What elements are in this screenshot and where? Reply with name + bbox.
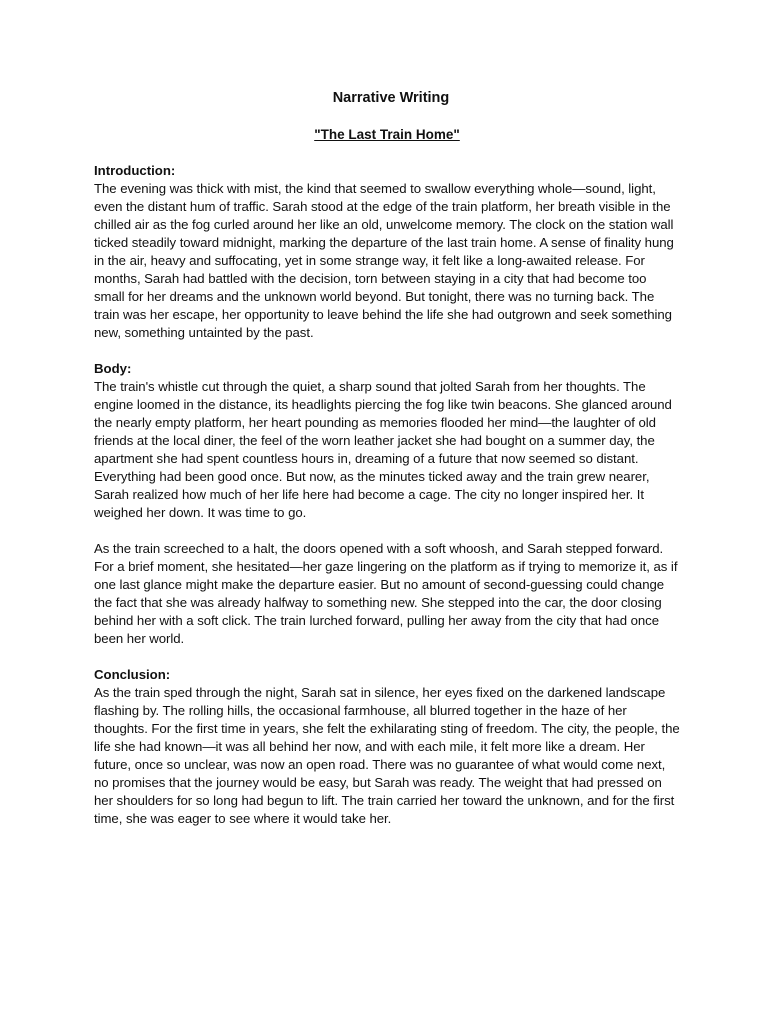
- introduction-section: [94, 162, 680, 342]
- conclusion-paragraph: As the train sped through the night, Sarah sat in silence, her eyes fixed on the darkened landscape flashing by. The rolling hills, the occasional farmhouse, all blurred together in the haze of her thoughts. For the first time in years, she felt the exhilarating sting of freedom. The city, the people, the life she had known—it was all behind her now, and with each mile, it felt more like a dream. Her future, once so unclear, was now an open road. There was no guarantee of what would come next, no promises that the journey would be easy, but Sarah was ready. The weight that had pressed on her shoulders for so long had begun to lift. The train carried her toward the unknown, and for the first time, she was eager to see where it would take her.: [94, 685, 680, 826]
- conclusion-heading: Conclusion:: [94, 667, 171, 682]
- introduction-paragraph: The evening was thick with mist, the kind that seemed to swallow everything whole—sound, light, even the distant hum of traffic. Sarah stood at the edge of the train platform, her breath visible in the chilled air as the fog curled around her like an old, unwelcome memory. The clock on the station wall ticked steadily toward midnight, marking the departure of the last train home. A sense of finality hung in the air, heavy and suffocating, yet in some strange way, it felt like a long-awaited release. For months, Sarah had battled with the decision, torn between staying in a city that had become too small for her dreams and the unknown world beyond. But tonight, there was no turning back. The train was her escape, her opportunity to leave behind the life she had outgrown and seek something new, something untainted by the past.: [94, 181, 674, 340]
- story-title: "The Last Train Home": [314, 127, 460, 142]
- body-heading: Body:: [94, 361, 132, 376]
- conclusion-section: [94, 666, 680, 828]
- introduction-heading: Introduction:: [94, 163, 176, 178]
- body-section: [94, 360, 680, 648]
- body-paragraph-1: The train's whistle cut through the quiet, a sharp sound that jolted Sarah from her thoughts. The engine loomed in the distance, its headlights piercing the fog like twin beacons. She glanced around the nearly empty platform, her heart pounding as memories flooded her mind—the laughter of old friends at the local diner, the feel of the worn leather jacket she had bought on a summer day, the apartment she had spent countless hours in, dreaming of a future that now seemed so distant. Everything had been good once. But now, as the minutes ticked away and the train grew nearer, Sarah realized how much of her life here had become a cage. The city no longer inspired her. It weighed her down. It was time to go.: [94, 379, 672, 520]
- body-paragraph-2: As the train screeched to a halt, the doors opened with a soft whoosh, and Sarah stepped forward. For a brief moment, she hesitated—her gaze lingering on the platform as if trying to memorize it, as if one last glance might make the departure easier. But no amount of second-guessing could change the fact that she was already halfway to something new. She stepped into the car, the door closing behind her with a soft click. The train lurched forward, pulling her away from the city that had once been her world.: [94, 541, 678, 646]
- document-page: [94, 88, 680, 828]
- document-title: Narrative Writing: [332, 90, 450, 106]
